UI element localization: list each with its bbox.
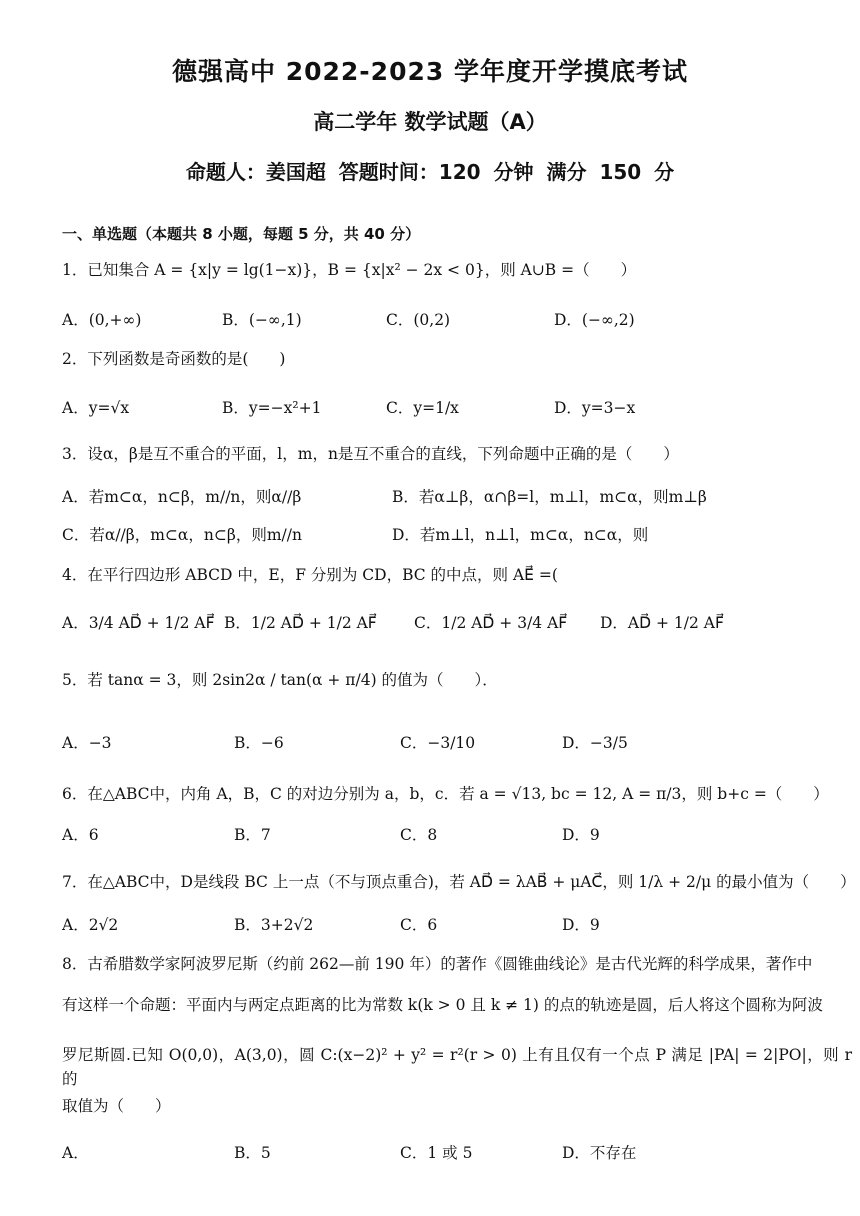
question-3-stem: 3．设α，β是互不重合的平面，l，m，n是互不重合的直线，下列命题中正确的是（ ） — [62, 445, 679, 463]
option-a: A．6 — [62, 826, 99, 844]
option-b: B．−6 — [234, 734, 284, 752]
question-7-options — [62, 910, 852, 940]
option-c: C．若α//β，m⊂α，n⊂β，则m//n — [62, 526, 302, 544]
option-d: D．−3/5 — [562, 734, 628, 752]
option-b: B．7 — [234, 826, 271, 844]
option-c: C．6 — [400, 916, 438, 934]
question-6-options — [62, 820, 852, 850]
option-b: B．1/2 AD⃗ + 1/2 AF⃗ — [224, 614, 377, 632]
option-b: B．若α⊥β，α∩β=l，m⊥l，m⊂α，则m⊥β — [392, 488, 707, 506]
option-d: D．(−∞,2) — [554, 311, 635, 329]
option-a: A．若m⊂α，n⊂β，m//n，则α//β — [62, 488, 302, 506]
option-d: D．9 — [562, 916, 600, 934]
option-c: C．1 或 5 — [400, 1144, 473, 1162]
section-heading: 一、单选题（本题共 8 小题，每题 5 分，共 40 分） — [62, 225, 421, 243]
option-a: A．2√2 — [62, 916, 119, 934]
question-8-stem-line-2: 有这样一个命题：平面内与两定点距离的比为常数 k(k > 0 且 k ≠ 1) 的点的轨迹是圆，后人将这个圆称为阿波 — [62, 996, 823, 1014]
question-8-stem-line-3: 罗尼斯圆.已知 O(0,0)，A(3,0)，圆 C:(x−2)² + y² = r²(r > 0) 上有且仅有一个点 P 满足 |PA| = 2|PO|，则 r 的 — [62, 1046, 852, 1088]
question-1-stem: 1．已知集合 A = {x|y = lg(1−x)}，B = {x|x² − 2x < 0}，则 A∪B =（ ） — [62, 261, 637, 279]
question-2-stem: 2．下列函数是奇函数的是( ) — [62, 350, 286, 368]
question-5-stem: 5．若 tanα = 3，则 2sin2α / tan(α + π/4) 的值为（ ）． — [62, 671, 498, 689]
option-d: D．y=3−x — [554, 399, 636, 417]
option-a: A．−3 — [62, 734, 112, 752]
exam-title: 德强高中 2022-2023 学年度开学摸底考试 — [172, 57, 688, 86]
option-a: A． — [62, 1144, 89, 1162]
question-7-stem: 7．在△ABC中，D是线段 BC 上一点（不与顶点重合)，若 AD⃗ = λAB⃗ + μAC⃗，则 1/λ + 2/μ 的最小值为（ ） — [62, 873, 856, 891]
question-8-stem-line-1: 8．古希腊数学家阿波罗尼斯（约前 262—前 190 年）的著作《圆锥曲线论》是古代光辉的科学成果，著作中 — [62, 955, 813, 973]
question-1-options — [62, 305, 852, 335]
option-a: A．(0,+∞) — [62, 311, 142, 329]
question-3-options-row2 — [62, 520, 852, 550]
option-a: A．y=√x — [62, 399, 130, 417]
option-a: A．3/4 AD⃗ + 1/2 AF⃗ — [62, 614, 215, 632]
option-d: D．9 — [562, 826, 600, 844]
question-5-options — [62, 728, 852, 758]
option-d: D．不存在 — [562, 1144, 637, 1162]
option-c: C．8 — [400, 826, 438, 844]
question-3-options-row1 — [62, 482, 852, 512]
option-d: D．AD⃗ + 1/2 AF⃗ — [600, 614, 724, 632]
option-b: B．3+2√2 — [234, 916, 314, 934]
question-4-stem: 4．在平行四边形 ABCD 中，E，F 分别为 CD，BC 的中点，则 AE⃗ =( — [62, 566, 558, 584]
question-6-stem: 6．在△ABC中，内角 A，B，C 的对边分别为 a，b，c．若 a = √13, bc = 12, A = π/3，则 b+c =（ ） — [62, 785, 829, 803]
question-8-stem-line-4: 取值为（ ） — [62, 1097, 171, 1115]
option-b: B．y=−x²+1 — [222, 399, 322, 417]
option-d: D．若m⊥l，n⊥l，m⊂α，n⊂α，则 — [392, 526, 649, 544]
question-8-options — [62, 1138, 852, 1168]
option-c: C．1/2 AD⃗ + 3/4 AF⃗ — [414, 614, 568, 632]
question-2-options — [62, 393, 852, 423]
question-4-options — [62, 608, 852, 638]
option-c: C．(0,2) — [386, 311, 451, 329]
option-c: C．y=1/x — [386, 399, 459, 417]
exam-subtitle: 高二学年 数学试题（A） — [313, 110, 547, 134]
option-b: B．(−∞,1) — [222, 311, 302, 329]
exam-info: 命题人：姜国超 答题时间：120 分钟 满分 150 分 — [185, 160, 675, 184]
option-b: B．5 — [234, 1144, 271, 1162]
option-c: C．−3/10 — [400, 734, 476, 752]
